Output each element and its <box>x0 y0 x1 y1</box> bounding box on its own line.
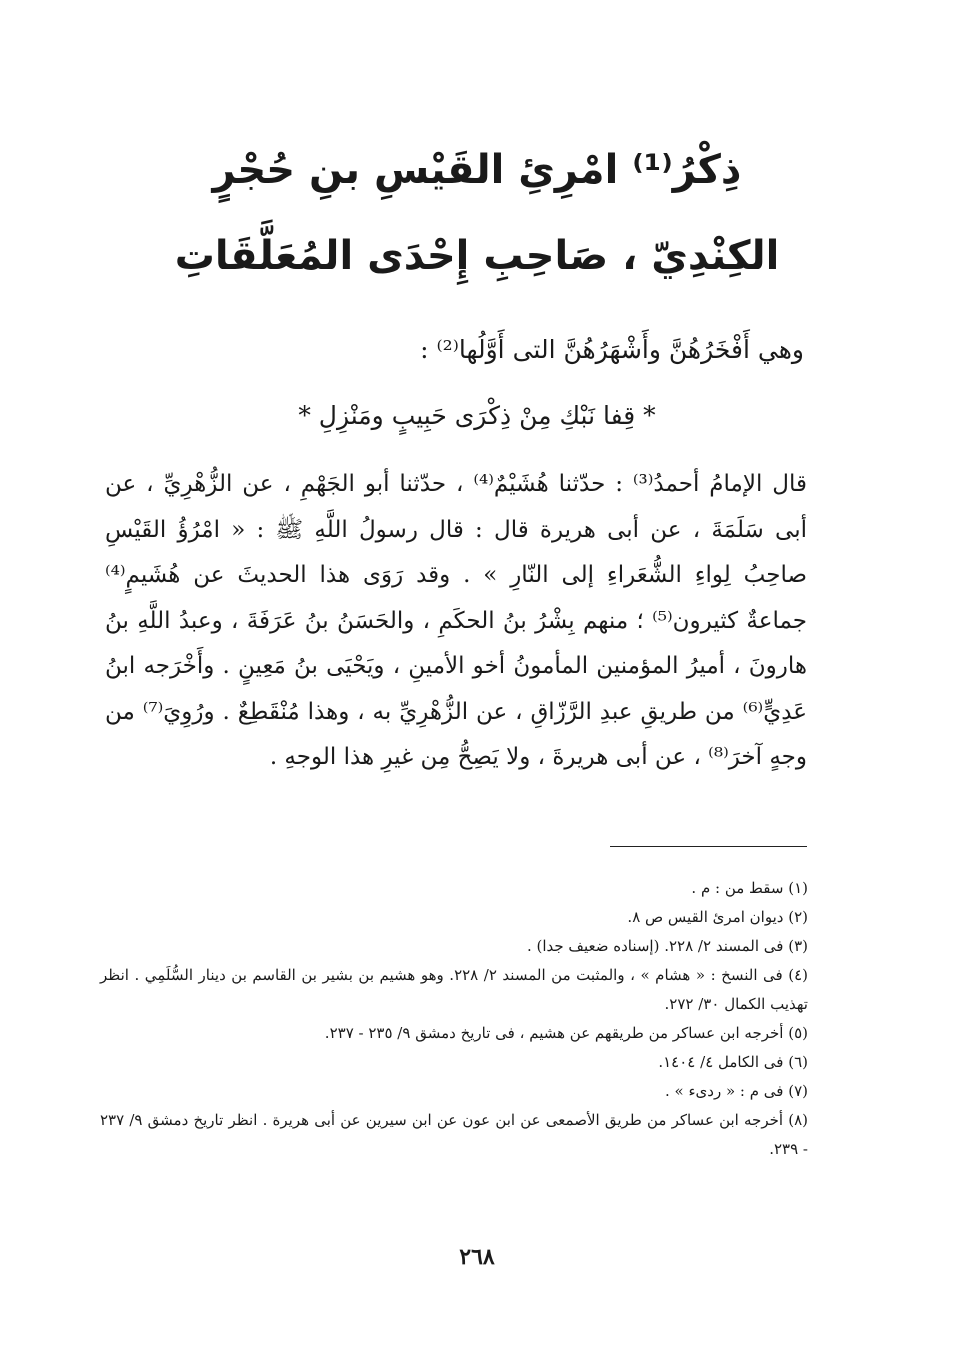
footnote-3: (٣) فى المسند ٢/ ٢٢٨. (إسناده ضعيف جدا) . <box>526 937 808 955</box>
footnote-8: (٨) أخرجه ابن عساكر من طريق الأصمعى عن ابن عون عن ابن سيرين عن أبى هريرة . انظر تاريخ دمشق ٩/ ٢٣٧ - ٢٣٩. <box>100 1111 809 1158</box>
footnote-7: (٧) فى م : « ردىء » . <box>664 1082 808 1100</box>
main-paragraph: قال الإمامُ أحمدُ⁽³⁾ : حدّثنا هُشَيْمٌ⁽⁴⁾ ، حدّثنا أبو الجَهْمِ ، عن الزُّهْرِيِّ ، عن أبى سَلَمَةَ ، عن أبى هريرة قال : قال رسولُ اللَّهِ ﷺ : « امْرُؤُ القَيْسِ صاحِبُ لِواءِ الشُّعَراءِ إلى النّارِ » . وقد رَوَى هذا الحديثَ عن هُشَيمٍ⁽⁴⁾ جماعةٌ كثيرون⁽⁵⁾ ؛ منهم بِشْرُ بنُ الحكَمِ ، والحَسَنُ بنُ عَرَفَةَ ، وعبدُ اللَّهِ بنُ هارونَ ، أميرُ المؤمنين المأمونُ أخو الأمينِ ، ويَحْيَى بنُ مَعِينٍ . وأَخْرَجه ابنُ عَدِيٍّ⁽⁶⁾ من طريقِ عبدِ الرَّزّاقِ ، عن الزُّهْرِيِّ به ، وهذا مُنْقَطِعٌ . ورُوِيَ⁽⁷⁾ من وجهٍ آخرَ⁽⁸⁾ ، عن أبى هريرةَ ، ولا يَصِحُّ مِن غيرِ هذا الوجهِ . <box>105 471 808 770</box>
footnote-separator <box>610 846 807 847</box>
chapter-title-line-2: الكِنْدِيّ ، صَاحِبِ إِحْدَى المُعَلَّقَاتِ <box>174 233 780 279</box>
poem-verse: * قِفا نَبْكِ مِنْ ذِكْرَى حَبِيبٍ ومَنْزِلِ * <box>298 401 656 430</box>
footnotes <box>100 874 808 1164</box>
footnote-6: (٦) فى الكامل ٤/ ١٤٠٤. <box>658 1053 808 1071</box>
footnote-2: (٢) ديوان امرئ القيس ص ٨. <box>627 908 808 926</box>
footnote-5: (٥) أخرجه ابن عساكر من طريقهم عن هشيم ، فى تاريخ دمشق ٩/ ٢٣٥ - ٢٣٧. <box>324 1024 808 1042</box>
chapter-title-line-1: ذِكْرُ⁽¹⁾ امْرِئِ القَيْسِ بنِ حُجْرٍ <box>212 147 742 193</box>
page-number: ٢٦٨ <box>459 1244 495 1270</box>
footnote-1: (١) سقط من : م . <box>691 879 808 897</box>
footnote-4: (٤) فى النسخ : « هشام » ، والمثبت من المسند ٢/ ٢٢٨. وهو هشيم بن بشير بن القاسم بن دينار السُّلَمِي . انظر تهذيب الكمال ٣٠/ ٢٧٢. <box>100 966 808 1013</box>
intro-line: وهي أَفْخَرُهُنَّ وأَشْهَرُهُنَّ التى أَوَّلُها⁽²⁾ : <box>420 335 804 364</box>
